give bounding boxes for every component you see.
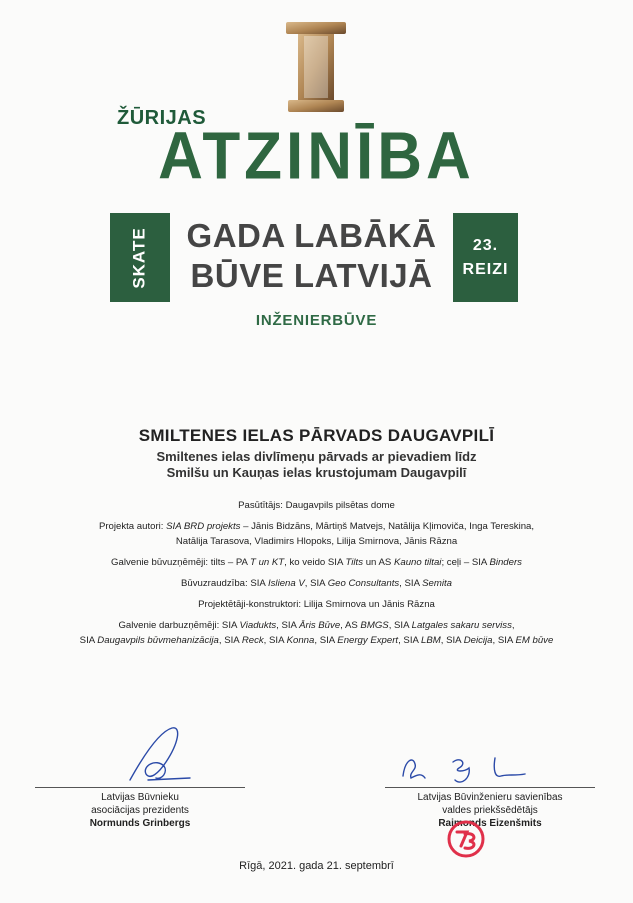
object-subtitle bbox=[0, 449, 633, 481]
right-name: Raimonds Eizenšmits bbox=[438, 818, 542, 829]
contest-label: SKATE bbox=[130, 226, 150, 289]
credits-block bbox=[20, 498, 613, 654]
left-signature bbox=[120, 722, 200, 788]
competition-line-1: GADA LABĀKĀ bbox=[186, 217, 437, 254]
stamp-icon bbox=[447, 820, 485, 858]
right-signature-line bbox=[385, 787, 595, 788]
edition-word: REIZI bbox=[462, 260, 509, 278]
workers-credit: Galvenie darbuzņēmēji: SIA Viadukts, SIA Āris Būve, AS BMGS, SIA Latgales sakaru serviss, SIA Daugavpils būvmehanizācija, SIA Reck, SIA Konna, SIA Energy Expert, SIA LBM, SIA Deicija, SIA EM būve bbox=[79, 620, 554, 646]
left-signature-line bbox=[35, 787, 245, 788]
object-title: SMILTENES IELAS PĀRVADS DAUGAVPILĪ bbox=[138, 426, 495, 445]
right-org-line-2: valdes priekšsēdētājs bbox=[442, 805, 538, 816]
designers-credit: Projektētāji-konstruktori: Lilija Smirnova un Jānis Rāzna bbox=[198, 599, 435, 610]
left-org-line-1: Latvijas Būvnieku bbox=[101, 792, 179, 803]
jury-label: ŽŪRIJAS bbox=[117, 107, 207, 129]
left-name: Normunds Grinbergs bbox=[89, 818, 191, 829]
client-credit: Pasūtītājs: Daugavpils pilsētas dome bbox=[238, 500, 395, 511]
right-signature bbox=[395, 748, 535, 788]
subtitle-line-2: Smilšu un Kauņas ielas krustojumam Daugavpilī bbox=[166, 465, 467, 480]
right-signatory bbox=[390, 791, 590, 830]
left-signatory bbox=[40, 791, 240, 830]
subtitle-line-1: Smiltenes ielas divlīmeņu pārvads ar pievadiem līdz bbox=[156, 449, 477, 464]
supervision-credit: Būvuzraudzība: SIA Isliena V, SIA Geo Consultants, SIA Semita bbox=[181, 578, 452, 589]
authors-credit: Projekta autori: SIA BRD projekts – Jānis Bidzāns, Mārtiņš Matvejs, Natālija Kļimoviča, Inga Tereskina, Natālija Tarasova, Vladimirs Hlopoks, Lilija Smirnova, Jānis Rāzna bbox=[98, 521, 535, 547]
column-logo-icon bbox=[284, 18, 348, 114]
contest-badge bbox=[110, 213, 170, 302]
category-label: INŽENIERBŪVE bbox=[255, 312, 378, 329]
edition-number: 23. bbox=[472, 236, 499, 254]
competition-line-2: BŪVE LATVIJĀ bbox=[190, 257, 433, 294]
right-org-line-1: Latvijas Būvinženieru savienības bbox=[417, 792, 563, 803]
left-org-line-2: asociācijas prezidents bbox=[91, 805, 189, 816]
edition-badge bbox=[453, 213, 518, 302]
competition-title bbox=[170, 216, 453, 296]
place-date: Rīgā, 2021. gada 21. septembrī bbox=[239, 860, 394, 872]
award-title: ATZINĪBA bbox=[158, 119, 475, 194]
main-contractors-credit: Galvenie būvuzņēmēji: tilts – PA T un KT, ko veido SIA Tilts un AS Kauno tiltai; ceļi – SIA Binders bbox=[111, 557, 522, 568]
